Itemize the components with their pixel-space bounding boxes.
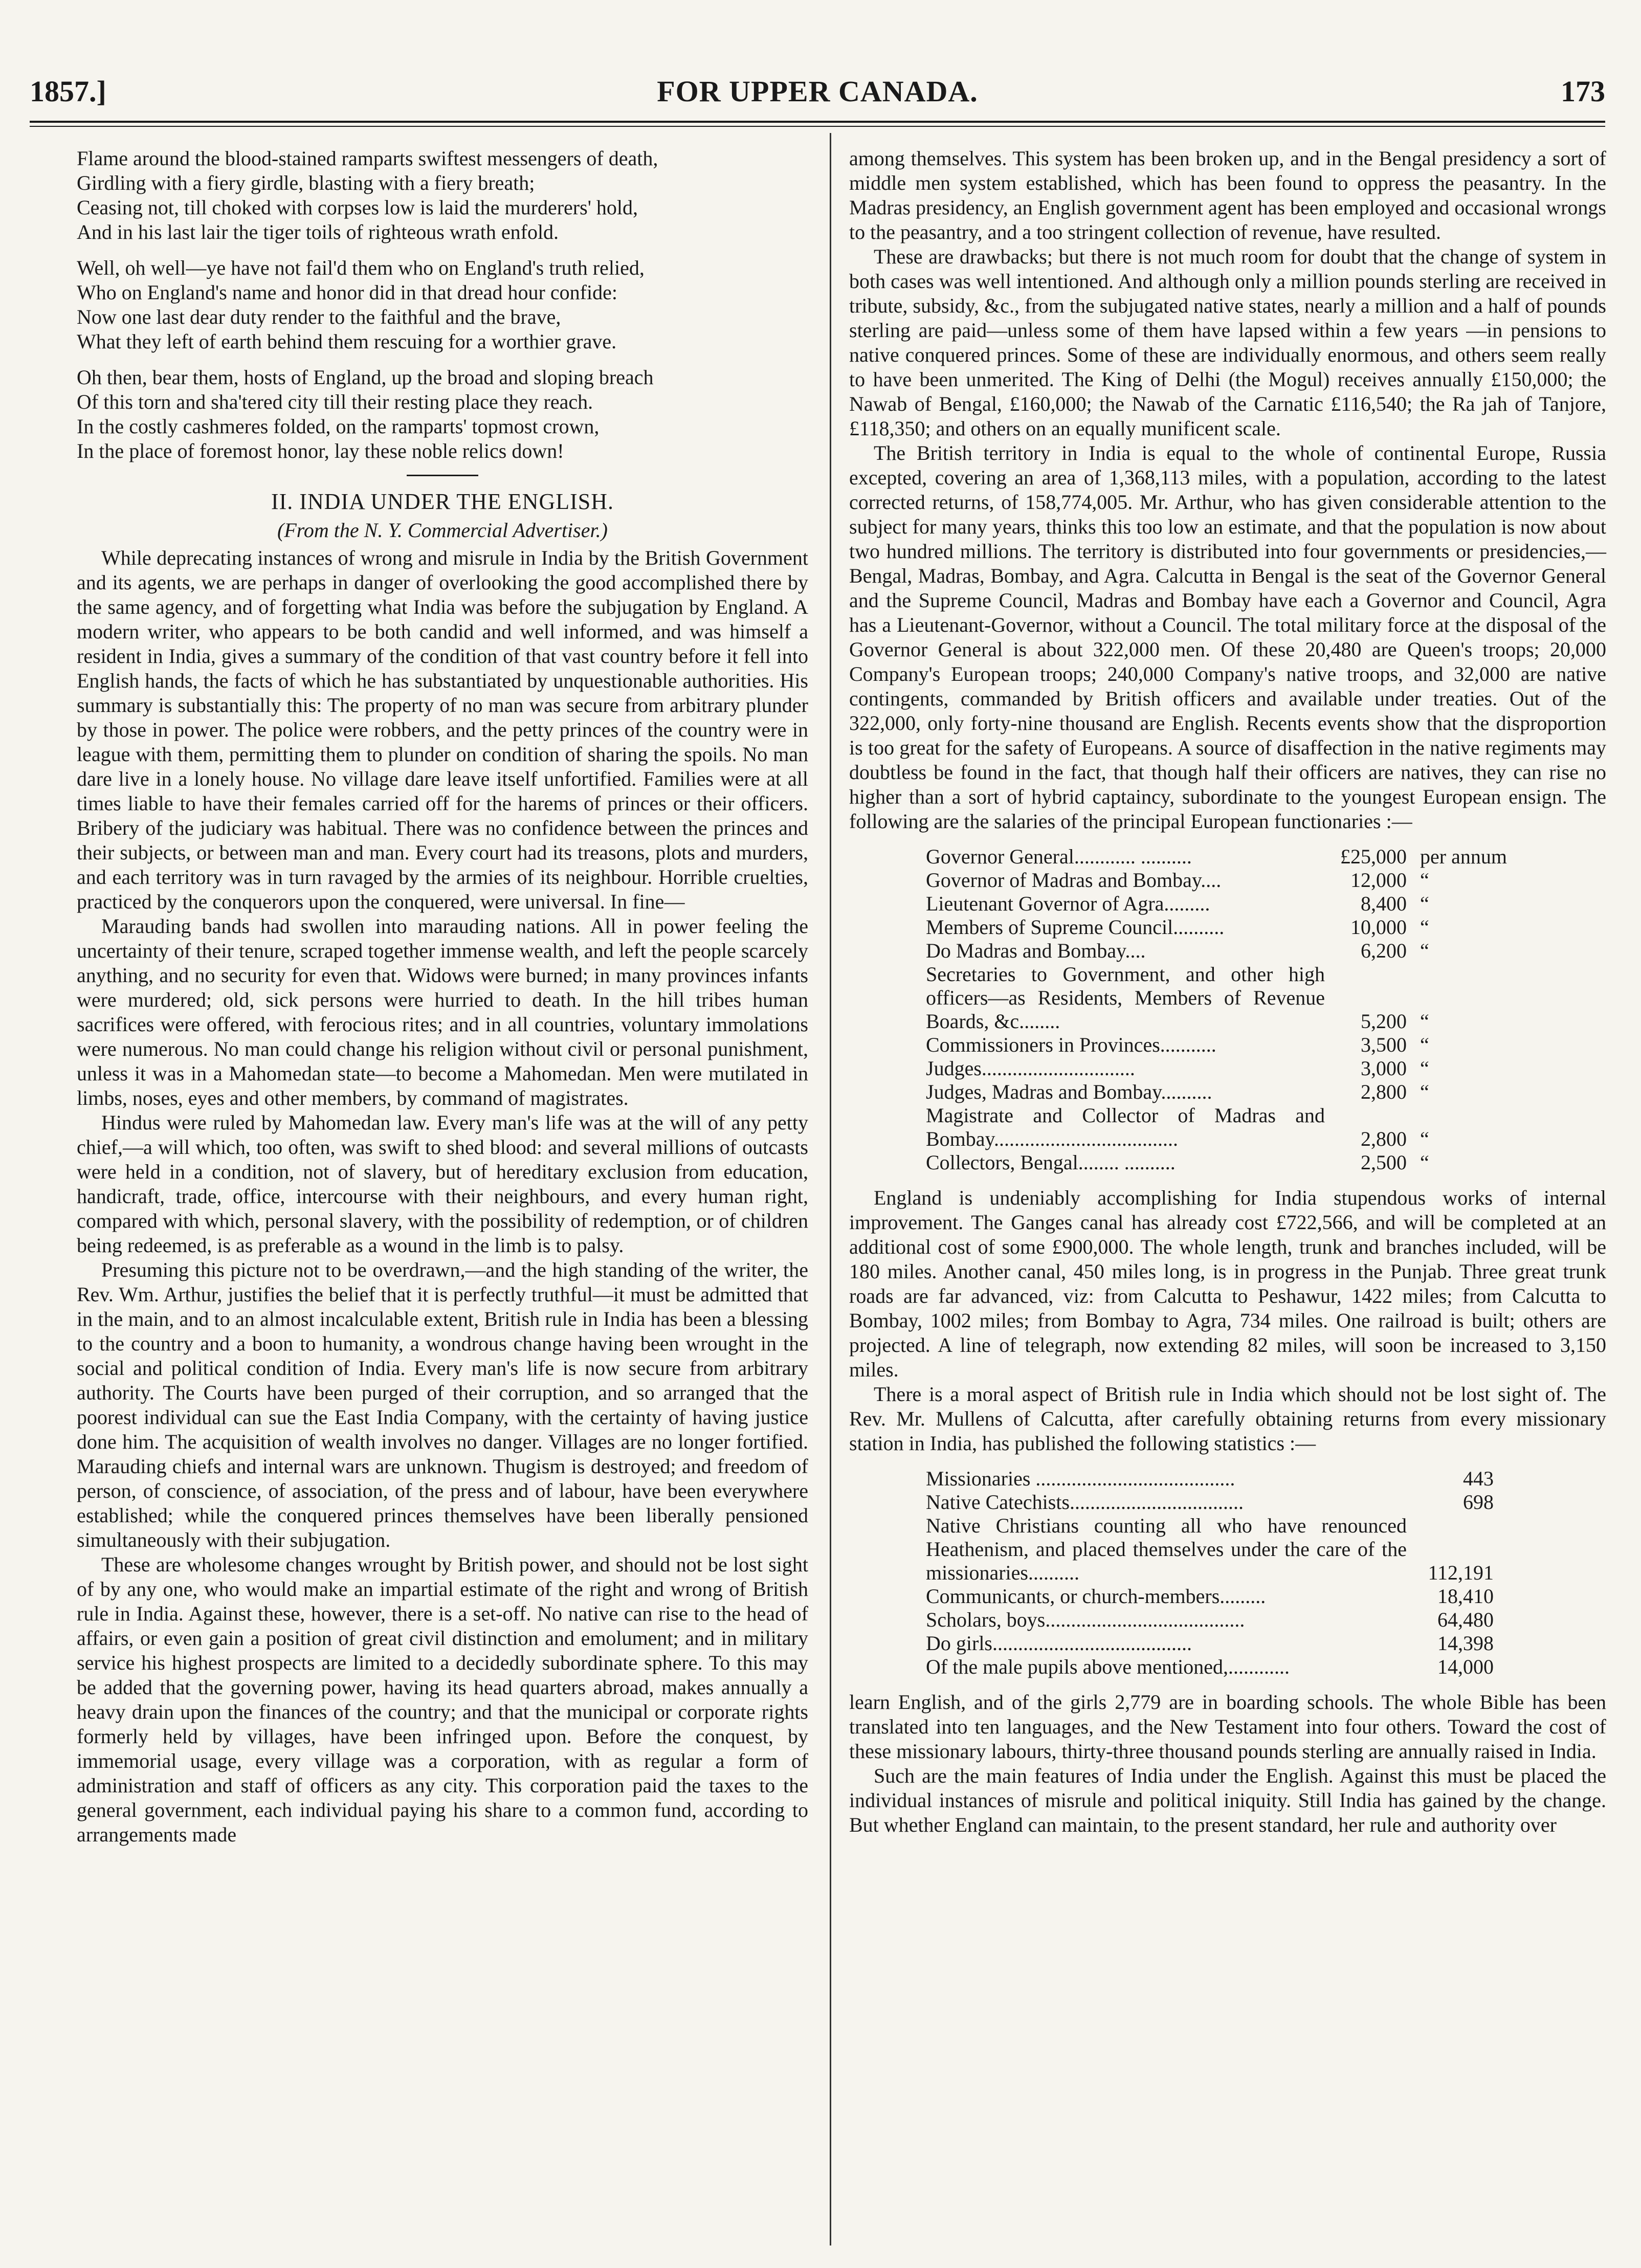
statistic-value: 18,410	[1437, 1585, 1494, 1608]
salary-amount: 5,200	[1361, 1010, 1407, 1033]
table-row	[926, 963, 1507, 1033]
poem-line: Of this torn and sha'tered city till their resting place they reach.	[77, 390, 593, 413]
salary-unit: “	[1420, 892, 1429, 915]
salary-amount: 10,000	[1350, 916, 1407, 939]
poem-line: And in his last lair the tiger toils of righteous wrath enfold.	[77, 220, 559, 243]
salary-unit: “	[1420, 1010, 1429, 1033]
statistic-label: Of the male pupils above mentioned,............	[926, 1655, 1290, 1678]
salary-amount: 3,000	[1361, 1057, 1407, 1080]
poem-line: Oh then, bear them, hosts of England, up the broad and sloping breach	[77, 366, 654, 389]
salary-amount: £25,000	[1340, 845, 1407, 868]
salary-label: Judges..............................	[926, 1057, 1135, 1080]
salary-amount: 2,800	[1361, 1127, 1407, 1150]
salary-unit: “	[1420, 1080, 1429, 1103]
salary-unit: “	[1420, 939, 1429, 962]
statistic-label: Native Christians counting all who have renounced Heathenism, and placed themselves under the care of the missionaries..........	[926, 1514, 1407, 1584]
right-column	[849, 146, 1606, 1837]
salary-unit: “	[1420, 1127, 1429, 1150]
statistic-label: Native Catechists..................................	[926, 1491, 1244, 1514]
salary-amount: 6,200	[1361, 939, 1407, 962]
poem-line: Flame around the blood-stained ramparts swiftest messengers of death,	[77, 147, 658, 170]
table-row	[926, 939, 1507, 963]
salary-label: Magistrate and Collector of Madras and Bombay....................................	[926, 1104, 1325, 1150]
salary-amount: 12,000	[1350, 869, 1407, 892]
poem-line: In the place of foremost honor, lay these noble relics down!	[77, 439, 564, 462]
salary-label: Members of Supreme Council..........	[926, 916, 1225, 939]
table-row	[926, 916, 1507, 939]
paragraph: These are drawbacks; but there is not much room for doubt that the change of system in both cases was well intentioned. And although only a million pounds sterling are received in tribute, subsidy, &c., from the subjugated native states, nearly a million and a half of pounds sterling are paid—unless some of them have lapsed within a few years —in pensions to native conquered princes. Some of these are individually enormous, and others seem really to have been unmerited. The King of Delhi (the Mogul) receives annually £150,000; the Nawab of Bengal, £160,000; the Nawab of the Carnatic £116,540; the Ra jah of Tanjore, £118,350; and others on an equally munificent scale.	[849, 245, 1606, 440]
left-column	[77, 146, 808, 1847]
statistic-label: Do girls.......................................	[926, 1632, 1192, 1655]
statistic-value: 112,191	[1428, 1561, 1494, 1584]
poem-stanza	[77, 365, 808, 463]
paragraph: Such are the main features of India under the English. Against this must be placed the individual instances of misrule and political iniquity. Still India has gained by the change. But whether England can maintain, to the present standard, her rule and authority over	[849, 1764, 1606, 1836]
column-divider	[830, 133, 831, 2245]
salary-label: Judges, Madras and Bombay..........	[926, 1080, 1212, 1103]
poem-line: Ceasing not, till choked with corpses low is laid the murderers' hold,	[77, 196, 638, 219]
header-rule-thin	[30, 126, 1605, 127]
table-row	[926, 1514, 1494, 1585]
header-title: FOR UPPER CANADA.	[657, 75, 978, 108]
salary-label: Governor General............ ..........	[926, 845, 1192, 868]
statistic-value: 14,000	[1437, 1655, 1494, 1678]
salary-unit: “	[1420, 916, 1429, 939]
statistic-value: 698	[1463, 1491, 1494, 1514]
table-row	[926, 1151, 1507, 1174]
paragraph: While deprecating instances of wrong and misrule in India by the British Government and its agents, we are perhaps in danger of overlooking the good accomplished there by the same agency, and of forgetting what India was before the subjugation by England. A modern writer, who appears to be both candid and well informed, and was himself a resident in India, gives a summary of the condition of that vast country before it fell into English hands, the facts of which he has substantiated by unquestionable authorities. His summary is substantially this: The property of no man was secure from arbitrary plunder by those in power. The police were robbers, and the petty princes of the country were in league with them, permitting them to plunder on condition of sharing the spoils. No man dare live in a lonely house. No village dare leave itself unfortified. Families were at all times liable to have their females carried off for the harems of princes or their officers. Bribery of the judiciary was habitual. There was no confidence between the princes and their subjects, or between man and man. Every court had its treasons, plots and murders, and each territory was in turn ravaged by the armies of its neighbour. Horrible cruelties, practiced by the conquerors upon the conquered, were universal. In fine—	[77, 546, 808, 913]
paragraph: among themselves. This system has been broken up, and in the Bengal presidency a sort of middle men system established, which has been found to oppress the peasantry. In the Madras presidency, an English government agent has been employed and occasional wrongs to the peasantry, and a too stringent collection of revenue, have resulted.	[849, 147, 1606, 243]
paragraph: Presuming this picture not to be overdrawn,—and the high standing of the writer, the Rev. Wm. Arthur, justifies the belief that it is perfectly truthful—it must be admitted that in the main, and to an almost incalculable extent, British rule in India has been a blessing to the country and a boon to humanity, a wondrous change having been wrought in the social and political condition of India. Every man's life is now secure from arbitrary authority. The Courts have been purged of their corruption, and so arranged that the poorest individual can sue the East India Company, with the certainty of having justice done him. The acquisition of wealth involves no danger. Villages are no longer fortified. Marauding chiefs and internal wars are unknown. Thugism is destroyed; and freedom of person, of conscience, of association, of the press and of labour, have been everywhere established; while the conquered princes themselves have been liberally pensioned simultaneously with their subjugation.	[77, 1258, 808, 1551]
poem-line: Now one last dear duty render to the faithful and the brave,	[77, 305, 561, 328]
statistic-value: 64,480	[1437, 1608, 1494, 1631]
poem-line: What they left of earth behind them rescuing for a worthier grave.	[77, 330, 617, 353]
paragraph: England is undeniably accomplishing for India stupendous works of internal improvement. The Ganges canal has already cost £722,566, and will be completed at an additional cost of some £900,000. The whole length, trunk and branches included, will be 180 miles. Another canal, 450 miles long, is in progress in the Punjab. Three great trunk roads are far advanced, viz: from Calcutta to Peshawur, 1422 miles; from Calcutta to Bombay, 1002 miles; from Bombay to Agra, 734 miles. One railroad is built; others are projected. A line of telegraph, now extending 82 miles, will soon be increased to 3,150 miles.	[849, 1186, 1606, 1381]
poem-line: In the costly cashmeres folded, on the ramparts' topmost crown,	[77, 415, 600, 438]
table-row	[926, 1632, 1494, 1655]
salary-amount: 8,400	[1361, 892, 1407, 915]
salary-label: Commissioners in Provinces...........	[926, 1033, 1216, 1056]
table-row	[926, 1491, 1494, 1514]
paragraph: Marauding bands had swollen into marauding nations. All in power feeling the uncertainty of their tenure, scraped together immense wealth, and left the people scarcely anything, and no security for even that. Widows were burned; in many provinces infants were murdered; old, sick persons were hurried to death. In the hill tribes human sacrifices were offered, with ferocious rites; and in all countries, voluntary immolations were numerous. No man could change his religion without civil or personal punishment, unless it was in a Mahomedan state—to become a Mahomedan. Men were mutilated in limbs, noses, eyes and other members, by command of magistrates.	[77, 915, 808, 1109]
article-source: (From the N. Y. Commercial Advertiser.)	[277, 519, 608, 542]
salary-label: Governor of Madras and Bombay....	[926, 869, 1222, 892]
table-row	[926, 1655, 1494, 1679]
salary-unit: “	[1420, 1151, 1429, 1174]
paragraph: learn English, and of the girls 2,779 are in boarding schools. The whole Bible has been translated into ten languages, and the New Testament into four others. Toward the cost of these missionary labours, thirty-three thousand pounds sterling are annually raised in India.	[849, 1691, 1606, 1763]
poem-stanza	[77, 146, 808, 244]
salary-unit: “	[1420, 1033, 1429, 1056]
header-rule	[30, 121, 1605, 123]
table-row	[926, 1467, 1494, 1491]
poem-line: Who on England's name and honor did in that dread hour confide:	[77, 281, 617, 304]
statistics-table	[926, 1467, 1494, 1679]
table-row	[926, 869, 1507, 892]
salary-label: Do Madras and Bombay....	[926, 939, 1146, 962]
salary-amount: 2,500	[1361, 1151, 1407, 1174]
salary-label: Collectors, Bengal........ ..........	[926, 1151, 1176, 1174]
paragraph: Hindus were ruled by Mahomedan law. Every man's life was at the will of any petty chief,—a will which, too often, was swift to shed blood: and several millions of outcasts were held in a condition, not of slavery, but of hereditary exclusion from education, handicraft, trade, office, intercourse with their neighbours, and every human right, compared with which, personal slavery, with the possibility of redemption, or of children being redeemed, is as preferable as a wound in the limb is to palsy.	[77, 1111, 808, 1257]
statistic-value: 14,398	[1437, 1632, 1494, 1655]
running-header	[30, 74, 1605, 115]
salary-label: Secretaries to Government, and other high officers—as Residents, Members of Revenue Boards, &c........	[926, 963, 1325, 1033]
salary-amount: 3,500	[1361, 1033, 1407, 1056]
article-title: II. INDIA UNDER THE ENGLISH.	[271, 489, 614, 514]
salary-unit: per annum	[1420, 845, 1507, 868]
poem-line: Girdling with a fiery girdle, blasting with a fiery breath;	[77, 171, 535, 194]
salary-unit: “	[1420, 869, 1429, 892]
salary-label: Lieutenant Governor of Agra.........	[926, 892, 1210, 915]
table-row	[926, 1104, 1507, 1151]
paragraph: These are wholesome changes wrought by British power, and should not be lost sight of by any one, who would make an impartial estimate of the right and wrong of British rule in India. Against these, however, there is a set-off. No native can rise to the head of affairs, or even gain a position of great civil distinction and emolument; and in military service his highest prospects are limited to a decidedly subordinate sphere. To this may be added that the governing power, having its head quarters abroad, makes annually a heavy drain upon the finances of the country; and that the municipal or corporate rights formerly held by villages, have been infringed upon. Before the conquest, by immemorial usage, every village was a corporation, with as regular a form of administration and staff of officers as any city. This corporation paid the taxes to the general government, each individual paying his share to a common fund, according to arrangements made	[77, 1553, 808, 1846]
poem-stanza	[77, 256, 808, 354]
table-row	[926, 892, 1507, 916]
paragraph: There is a moral aspect of British rule in India which should not be lost sight of. The Rev. Mr. Mullens of Calcutta, after carefully obtaining returns from every missionary station in India, has published the following statistics :—	[849, 1383, 1606, 1455]
statistic-value: 443	[1463, 1467, 1494, 1490]
poem-line: Well, oh well—ye have not fail'd them who on England's truth relied,	[77, 256, 645, 279]
salaries-table	[926, 845, 1507, 1174]
table-row	[926, 845, 1507, 869]
table-row	[926, 1057, 1507, 1080]
poem	[77, 146, 808, 463]
section-separator	[407, 475, 478, 476]
statistic-label: Communicants, or church-members.........	[926, 1585, 1266, 1608]
salary-unit: “	[1420, 1057, 1429, 1080]
table-row	[926, 1608, 1494, 1632]
header-year: 1857.]	[30, 75, 106, 108]
table-row	[926, 1585, 1494, 1608]
table-row	[926, 1080, 1507, 1104]
paragraph: The British territory in India is equal to the whole of continental Europe, Russia excepted, covering an area of 1,368,113 miles, with a population, according to the latest corrected returns, of 158,774,005. Mr. Arthur, who has given considerable attention to the subject for many years, thinks this too low an estimate, and that the population is now about two hundred millions. The territory is distributed into four governments or presidencies,—Bengal, Madras, Bombay, and Agra. Calcutta in Bengal is the seat of the Governor General and the Supreme Council, Madras and Bombay have each a Governor and Council, Agra has a Lieutenant-Governor, without a Council. The total military force at the disposal of the Governor General is about 322,000 men. Of these 20,480 are Queen's troops; 20,000 Company's European troops; 240,000 Company's native troops, and 32,000 are native contingents, commanded by British officers and available under treaties. Out of the 322,000, only forty-nine thousand are English. Recents events show that the disproportion is too great for the safety of Europeans. A source of disaffection in the native regiments may doubtless be found in the fact, that though half their officers are natives, they can rise no higher than a sort of hybrid captaincy, subordinate to the youngest European ensign. The following are the salaries of the principal European functionaries :—	[849, 441, 1606, 833]
salary-amount: 2,800	[1361, 1080, 1407, 1103]
table-row	[926, 1033, 1507, 1057]
statistic-label: Missionaries .......................................	[926, 1467, 1235, 1490]
page-number: 173	[1561, 75, 1605, 108]
statistic-label: Scholars, boys.......................................	[926, 1608, 1245, 1631]
